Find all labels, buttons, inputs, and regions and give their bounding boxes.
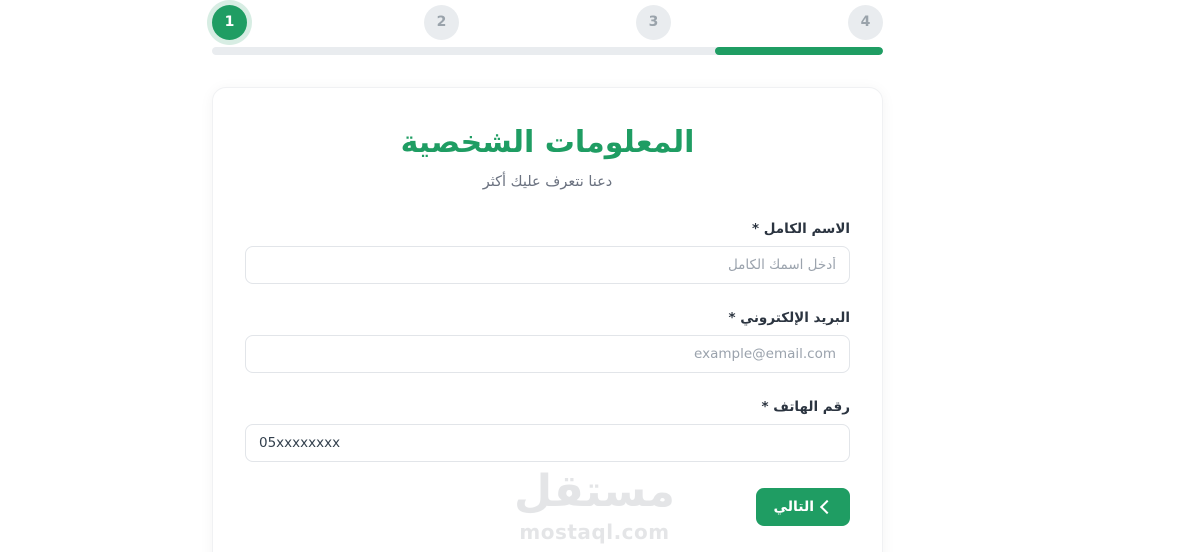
phone-label: رقم الهاتف * — [761, 399, 850, 415]
step-indicator-4[interactable]: 4 — [848, 5, 883, 40]
email-input[interactable] — [245, 335, 850, 373]
form-actions — [245, 488, 850, 526]
full-name-input[interactable] — [245, 246, 850, 284]
progress-fill — [715, 47, 883, 55]
step-indicator-3[interactable]: 3 — [636, 5, 671, 40]
field-phone — [245, 399, 850, 462]
field-email — [245, 310, 850, 373]
step-indicator-2[interactable]: 2 — [424, 5, 459, 40]
step-circles — [212, 4, 883, 40]
progress-track — [212, 47, 883, 55]
chevron-right-icon — [820, 499, 834, 513]
phone-input[interactable] — [245, 424, 850, 462]
next-button[interactable] — [756, 488, 850, 526]
field-full-name — [245, 221, 850, 284]
personal-info-card — [212, 87, 883, 552]
step-indicator-1[interactable]: 1 — [212, 5, 247, 40]
next-button-label: التالي — [773, 499, 814, 515]
email-label: البريد الإلكتروني * — [728, 310, 850, 326]
progress-stepper — [0, 0, 1189, 62]
page-title: المعلومات الشخصية — [400, 125, 695, 160]
page-subtitle: دعنا نتعرف عليك أكثر — [482, 174, 613, 190]
full-name-label: الاسم الكامل * — [751, 221, 850, 237]
